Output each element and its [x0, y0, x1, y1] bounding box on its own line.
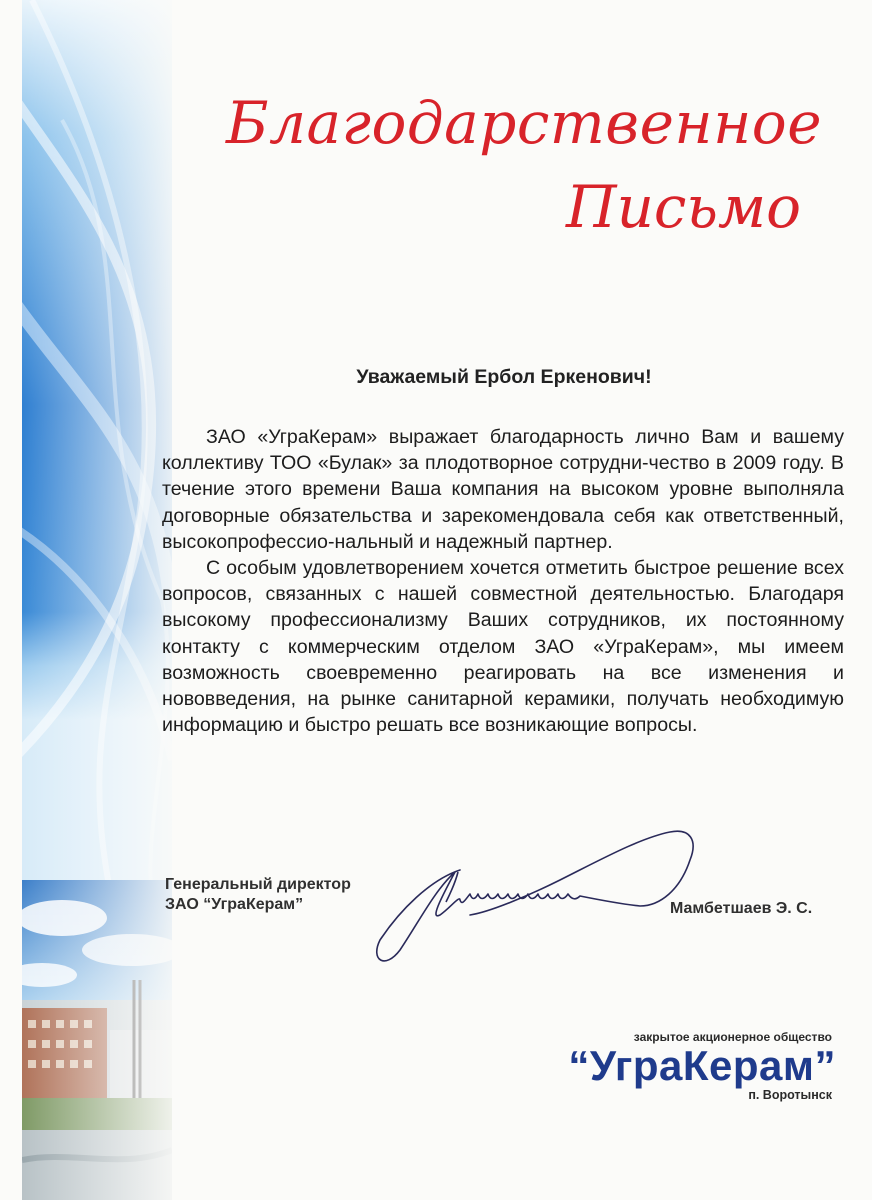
- handwritten-signature: [360, 820, 700, 980]
- company-logo: “УграКерам”: [568, 1042, 836, 1089]
- company-type: закрытое акционерное общество: [633, 1030, 832, 1044]
- signatory-block: [165, 875, 351, 915]
- signatory-title: Генеральный директор: [165, 876, 351, 893]
- letter-title-line2: Письмо: [566, 173, 802, 241]
- body-paragraph-1: ЗАО «УграКерам» выражает благодарность лично Вам и вашему коллективу ТОО «Булак» за плодотворное сотрудни-чество в 2009 году. В течение этого времени Ваша компания на высоком уровне выполняла договорные обязательства и зарекомендовала себя как ответственный, высокопрофессио-нальный и надежный партнер.: [162, 426, 844, 553]
- body-paragraph-2: С особым удовлетворением хочется отметить быстрое решение всех вопросов, связанных с нашей совместной деятельностью. Благодаря высокому профессионализму Ваших сотрудников, их постоянному контакту с коммерческим отделом ЗАО «УграКерам», мы имеем возможность своевременно реагировать на все изменения и нововведения, на рынке санитарной керамики, получать необходимую информацию и быстро решать все возникающие вопросы.: [162, 557, 844, 737]
- decorative-side-strip: [22, 0, 172, 1200]
- signatory-company: ЗАО “УграКерам”: [165, 896, 304, 913]
- company-logo-block: [568, 1030, 836, 1103]
- signer-name: Мамбетшаев Э. С.: [670, 900, 813, 917]
- letter-title-line1: Благодарственное: [226, 89, 823, 157]
- company-location: п. Воротынск: [748, 1088, 832, 1103]
- salutation: Уважаемый Ербол Еркенович!: [356, 366, 652, 388]
- side-strip-graphic: [22, 0, 172, 1200]
- letter-body: [162, 424, 844, 738]
